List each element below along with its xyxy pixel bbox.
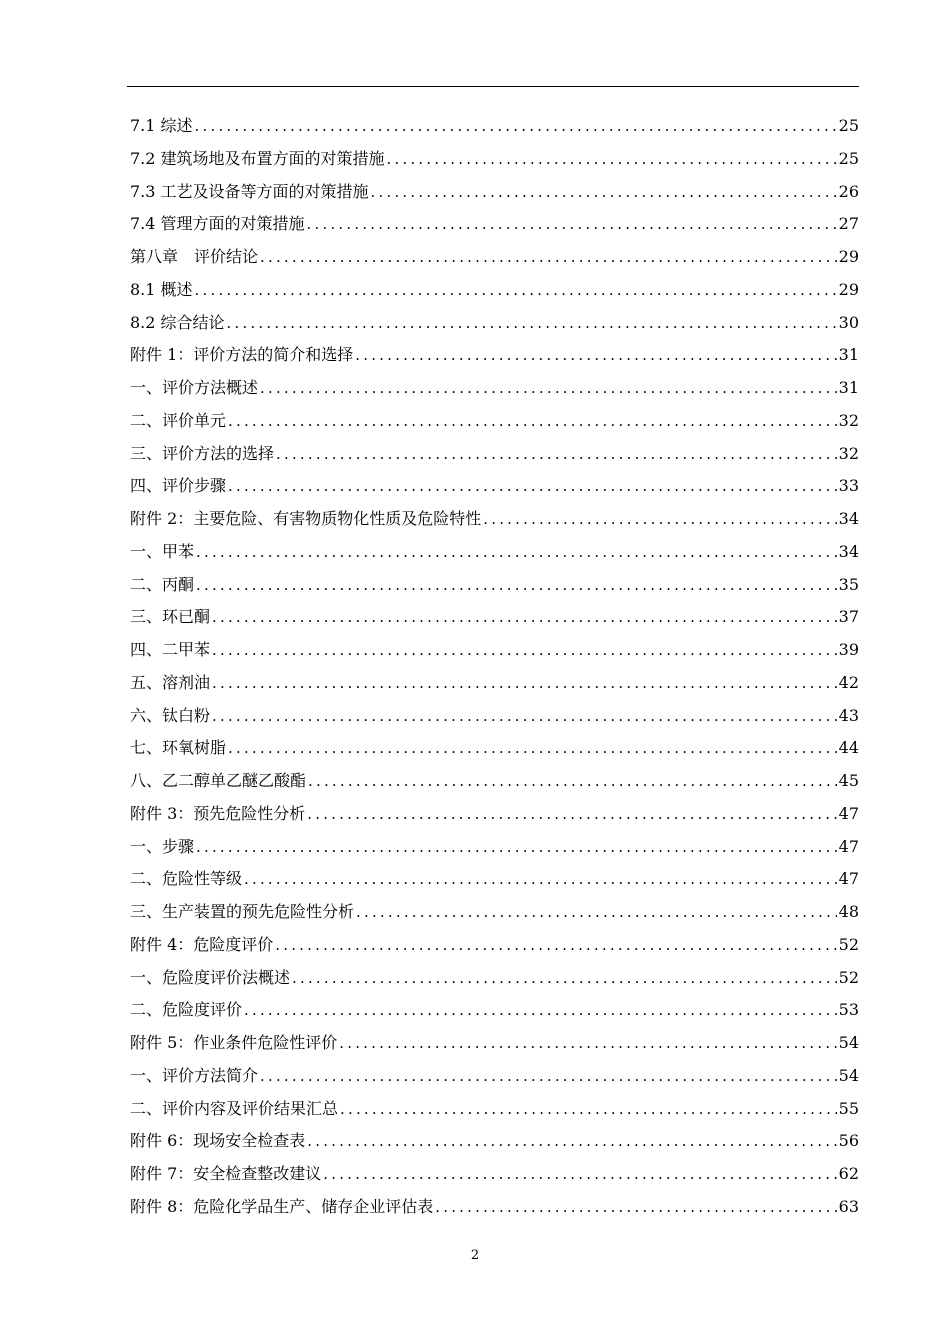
- toc-leader-dots: [435, 1191, 836, 1224]
- toc-entry-title: 7.4 管理方面的对策措施: [130, 214, 305, 234]
- toc-entry-page: 34: [838, 541, 859, 561]
- toc-entry-page: 54: [838, 1065, 859, 1085]
- toc-entry[interactable]: [130, 863, 859, 896]
- toc-entry[interactable]: [130, 372, 859, 405]
- toc-leader-dots: [212, 667, 837, 700]
- toc-entry-page: 29: [838, 247, 859, 266]
- toc-entry-title: 附件 7：安全检查整改建议: [130, 1164, 322, 1183]
- toc-entry-title: 一、评价方法简介: [130, 1065, 259, 1085]
- toc-entry[interactable]: [130, 176, 859, 209]
- toc-entry-page: 56: [838, 1131, 859, 1151]
- toc-entry[interactable]: [130, 700, 859, 733]
- toc-entry[interactable]: [130, 307, 859, 340]
- toc-leader-dots: [339, 1027, 836, 1060]
- toc-entry-title: 附件 1：评价方法的简介和选择: [130, 345, 354, 365]
- toc-entry-title: 二、评价单元: [130, 410, 227, 430]
- toc-entry-page: 25: [838, 148, 859, 168]
- toc-leader-dots: [307, 1125, 836, 1158]
- toc-entry-page: 26: [838, 181, 859, 201]
- toc-entry-title: 四、二甲苯: [130, 640, 211, 659]
- toc-leader-dots: [356, 896, 837, 929]
- toc-entry-title: 8.1 概述: [130, 279, 193, 299]
- toc-entry[interactable]: [130, 470, 859, 503]
- toc-entry-page: 43: [838, 705, 859, 725]
- toc-leader-dots: [196, 569, 837, 602]
- toc-entry-page: 35: [838, 574, 859, 594]
- toc-entry-page: 32: [838, 410, 859, 430]
- toc-leader-dots: [371, 176, 837, 209]
- toc-entry-title: 三、生产装置的预先危险性分析: [130, 902, 355, 921]
- toc-entry[interactable]: [130, 765, 859, 798]
- toc-entry[interactable]: [130, 143, 859, 176]
- toc-entry-title: 第八章 评价结论: [130, 247, 259, 266]
- toc-entry-page: 31: [838, 345, 859, 365]
- toc-leader-dots: [212, 634, 837, 667]
- toc-leader-dots: [483, 503, 836, 536]
- toc-entry-title: 一、危险度评价法概述: [130, 967, 291, 987]
- toc-entry-page: 29: [838, 279, 859, 299]
- toc-entry-page: 25: [838, 116, 859, 135]
- toc-leader-dots: [292, 962, 837, 995]
- toc-entry-title: 五、溶剂油: [130, 672, 211, 692]
- toc-leader-dots: [275, 929, 836, 962]
- toc-entry[interactable]: [130, 208, 859, 241]
- toc-leader-dots: [260, 241, 837, 274]
- toc-entry-page: 47: [838, 836, 859, 856]
- toc-entry[interactable]: [130, 438, 859, 471]
- toc-entry-title: 一、评价方法概述: [130, 378, 259, 397]
- toc-entry[interactable]: [130, 241, 859, 274]
- toc-leader-dots: [260, 372, 837, 405]
- toc-leader-dots: [212, 700, 837, 733]
- toc-entry-page: 48: [838, 902, 859, 921]
- toc-leader-dots: [244, 994, 837, 1027]
- toc-leader-dots: [340, 1093, 837, 1126]
- toc-entry-title: 附件 8：危险化学品生产、储存企业评估表: [130, 1196, 434, 1216]
- toc-leader-dots: [307, 208, 837, 241]
- toc-entry[interactable]: [130, 503, 859, 536]
- toc-leader-dots: [307, 798, 836, 831]
- toc-entry-page: 62: [838, 1164, 859, 1183]
- toc-entry[interactable]: [130, 601, 859, 634]
- toc-leader-dots: [195, 110, 837, 143]
- toc-entry-page: 47: [838, 869, 859, 889]
- toc-leader-dots: [228, 470, 837, 503]
- toc-leader-dots: [387, 143, 837, 176]
- toc-entry-page: 39: [838, 640, 859, 659]
- toc-entry[interactable]: [130, 634, 859, 667]
- toc-entry[interactable]: [130, 1125, 859, 1158]
- toc-entry[interactable]: [130, 962, 859, 995]
- toc-entry-title: 8.2 综合结论: [130, 312, 225, 332]
- toc-leader-dots: [260, 1060, 837, 1093]
- toc-entry[interactable]: [130, 274, 859, 307]
- toc-entry[interactable]: [130, 994, 859, 1027]
- toc-entry-title: 二、评价内容及评价结果汇总: [130, 1098, 339, 1118]
- toc-entry-title: 7.2 建筑场地及布置方面的对策措施: [130, 148, 385, 168]
- toc-entry-page: 63: [838, 1196, 859, 1216]
- toc-leader-dots: [323, 1158, 836, 1191]
- toc-entry[interactable]: [130, 667, 859, 700]
- toc-entry-page: 42: [838, 672, 859, 692]
- toc-entry-page: 37: [838, 607, 859, 627]
- toc-leader-dots: [212, 601, 837, 634]
- toc-leader-dots: [196, 831, 837, 864]
- toc-leader-dots: [244, 863, 837, 896]
- toc-entry[interactable]: [130, 896, 859, 929]
- toc-leader-dots: [308, 765, 837, 798]
- toc-leader-dots: [228, 732, 837, 765]
- toc-entry-page: 32: [838, 443, 859, 463]
- toc-entry-page: 44: [838, 738, 859, 758]
- toc-leader-dots: [276, 438, 837, 471]
- toc-leader-dots: [355, 339, 836, 372]
- toc-entry-title: 一、甲苯: [130, 541, 195, 561]
- toc-entry-title: 附件 3：预先危险性分析: [130, 803, 306, 823]
- toc-entry[interactable]: [130, 1093, 859, 1126]
- toc-entry-title: 三、环已酮: [130, 607, 211, 627]
- toc-leader-dots: [228, 405, 837, 438]
- toc-entry-page: 54: [838, 1033, 859, 1052]
- toc-leader-dots: [227, 307, 837, 340]
- toc-entry-title: 七、环氧树脂: [130, 738, 227, 758]
- toc-entry-page: 53: [838, 1000, 859, 1020]
- toc-entry-page: 33: [838, 476, 859, 496]
- toc-leader-dots: [196, 536, 837, 569]
- toc-entry-title: 八、乙二醇单乙醚乙酸酯: [130, 771, 307, 790]
- toc-entry-page: 31: [838, 378, 859, 397]
- toc-entry-page: 34: [838, 509, 859, 528]
- toc-entry-title: 附件 4：危险度评价: [130, 934, 274, 954]
- toc-entry-title: 二、危险度评价: [130, 1000, 243, 1020]
- toc-entry-page: 45: [838, 771, 859, 790]
- toc-entry[interactable]: [130, 405, 859, 438]
- toc-entry[interactable]: [130, 536, 859, 569]
- toc-entry-title: 附件 6：现场安全检查表: [130, 1131, 306, 1151]
- toc-entry-title: 附件 2：主要危险、有害物质物化性质及危险特性: [130, 509, 482, 528]
- toc-entry[interactable]: [130, 1158, 859, 1191]
- toc-entry[interactable]: [130, 569, 859, 602]
- toc-entry-title: 三、评价方法的选择: [130, 443, 275, 463]
- toc-entry[interactable]: [130, 929, 859, 962]
- toc-entry-page: 30: [838, 312, 859, 332]
- header-rule: [127, 86, 859, 87]
- toc-entry[interactable]: [130, 339, 859, 372]
- toc-entry-page: 55: [838, 1098, 859, 1118]
- toc-entry[interactable]: [130, 1191, 859, 1224]
- table-of-contents: [130, 110, 859, 1224]
- toc-entry-title: 四、评价步骤: [130, 476, 227, 496]
- toc-entry-title: 一、步骤: [130, 836, 195, 856]
- toc-leader-dots: [195, 274, 837, 307]
- toc-entry[interactable]: [130, 732, 859, 765]
- toc-entry[interactable]: [130, 798, 859, 831]
- toc-entry-title: 二、丙酮: [130, 574, 195, 594]
- toc-entry-title: 7.3 工艺及设备等方面的对策措施: [130, 181, 369, 201]
- toc-entry-page: 52: [838, 934, 859, 954]
- toc-entry[interactable]: [130, 110, 859, 143]
- toc-entry-page: 27: [838, 214, 859, 234]
- toc-entry-title: 7.1 综述: [130, 116, 193, 135]
- toc-entry-page: 47: [838, 803, 859, 823]
- toc-entry[interactable]: [130, 1060, 859, 1093]
- toc-entry-title: 二、危险性等级: [130, 869, 243, 889]
- toc-entry-page: 52: [838, 967, 859, 987]
- page-number: 2: [470, 1248, 480, 1263]
- toc-entry-title: 六、钛白粉: [130, 705, 211, 725]
- toc-entry-title: 附件 5：作业条件危险性评价: [130, 1033, 338, 1052]
- toc-entry[interactable]: [130, 1027, 859, 1060]
- toc-entry[interactable]: [130, 831, 859, 864]
